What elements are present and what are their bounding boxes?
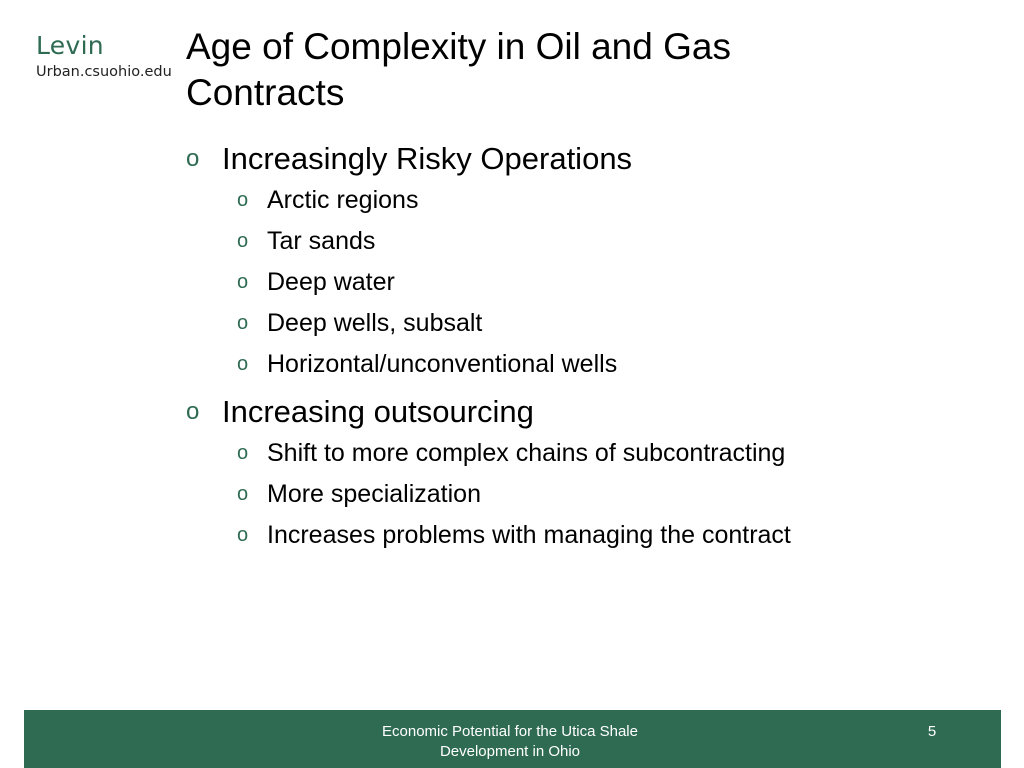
sub-bullet-text: Shift to more complex chains of subcontracting	[267, 439, 786, 467]
sub-bullet-text: Increases problems with managing the contract	[267, 521, 791, 549]
bullet-item	[184, 138, 984, 180]
sub-bullet-item	[184, 474, 984, 515]
slide-title: Age of Complexity in Oil and Gas Contracts	[186, 26, 731, 113]
circle-bullet-icon: o	[237, 524, 249, 546]
footer-title-line-1: Economic Potential for the Utica Shale	[382, 723, 638, 740]
circle-bullet-icon: o	[237, 271, 249, 293]
circle-bullet-icon: o	[237, 483, 249, 505]
circle-bullet-icon: o	[237, 312, 249, 334]
sub-bullet-text: Horizontal/unconventional wells	[267, 350, 618, 378]
circle-bullet-icon: o	[186, 398, 200, 425]
sub-bullet-text: Tar sands	[267, 227, 376, 255]
bullet-list	[184, 138, 984, 556]
slide-number: 5	[927, 723, 937, 740]
bullet-item	[184, 391, 984, 433]
circle-bullet-icon: o	[237, 442, 249, 464]
circle-bullet-icon: o	[237, 353, 249, 375]
circle-bullet-icon: o	[237, 189, 249, 211]
sub-bullet-text: More specialization	[267, 480, 481, 508]
levin-logo	[36, 32, 176, 82]
bullet-text: Increasing outsourcing	[222, 394, 534, 429]
sub-bullet-item	[184, 344, 984, 385]
footer-title-line-2: Development in Ohio	[439, 743, 581, 760]
footer-bar	[24, 710, 1001, 768]
sub-bullet-item	[184, 433, 984, 474]
sub-bullet-text: Deep wells, subsalt	[267, 309, 483, 337]
circle-bullet-icon: o	[186, 145, 200, 172]
sub-bullet-text: Arctic regions	[267, 186, 419, 214]
logo-url: Urban.csuohio.edu	[36, 64, 172, 80]
sub-bullet-item	[184, 515, 984, 556]
bullet-text: Increasingly Risky Operations	[222, 141, 633, 176]
footer-title	[360, 722, 660, 762]
logo-name: Levin	[36, 31, 104, 60]
sub-bullet-text: Deep water	[267, 268, 395, 296]
circle-bullet-icon: o	[237, 230, 249, 252]
sub-bullet-item	[184, 262, 984, 303]
sub-bullet-item	[184, 221, 984, 262]
sub-bullet-item	[184, 180, 984, 221]
sub-bullet-item	[184, 303, 984, 344]
